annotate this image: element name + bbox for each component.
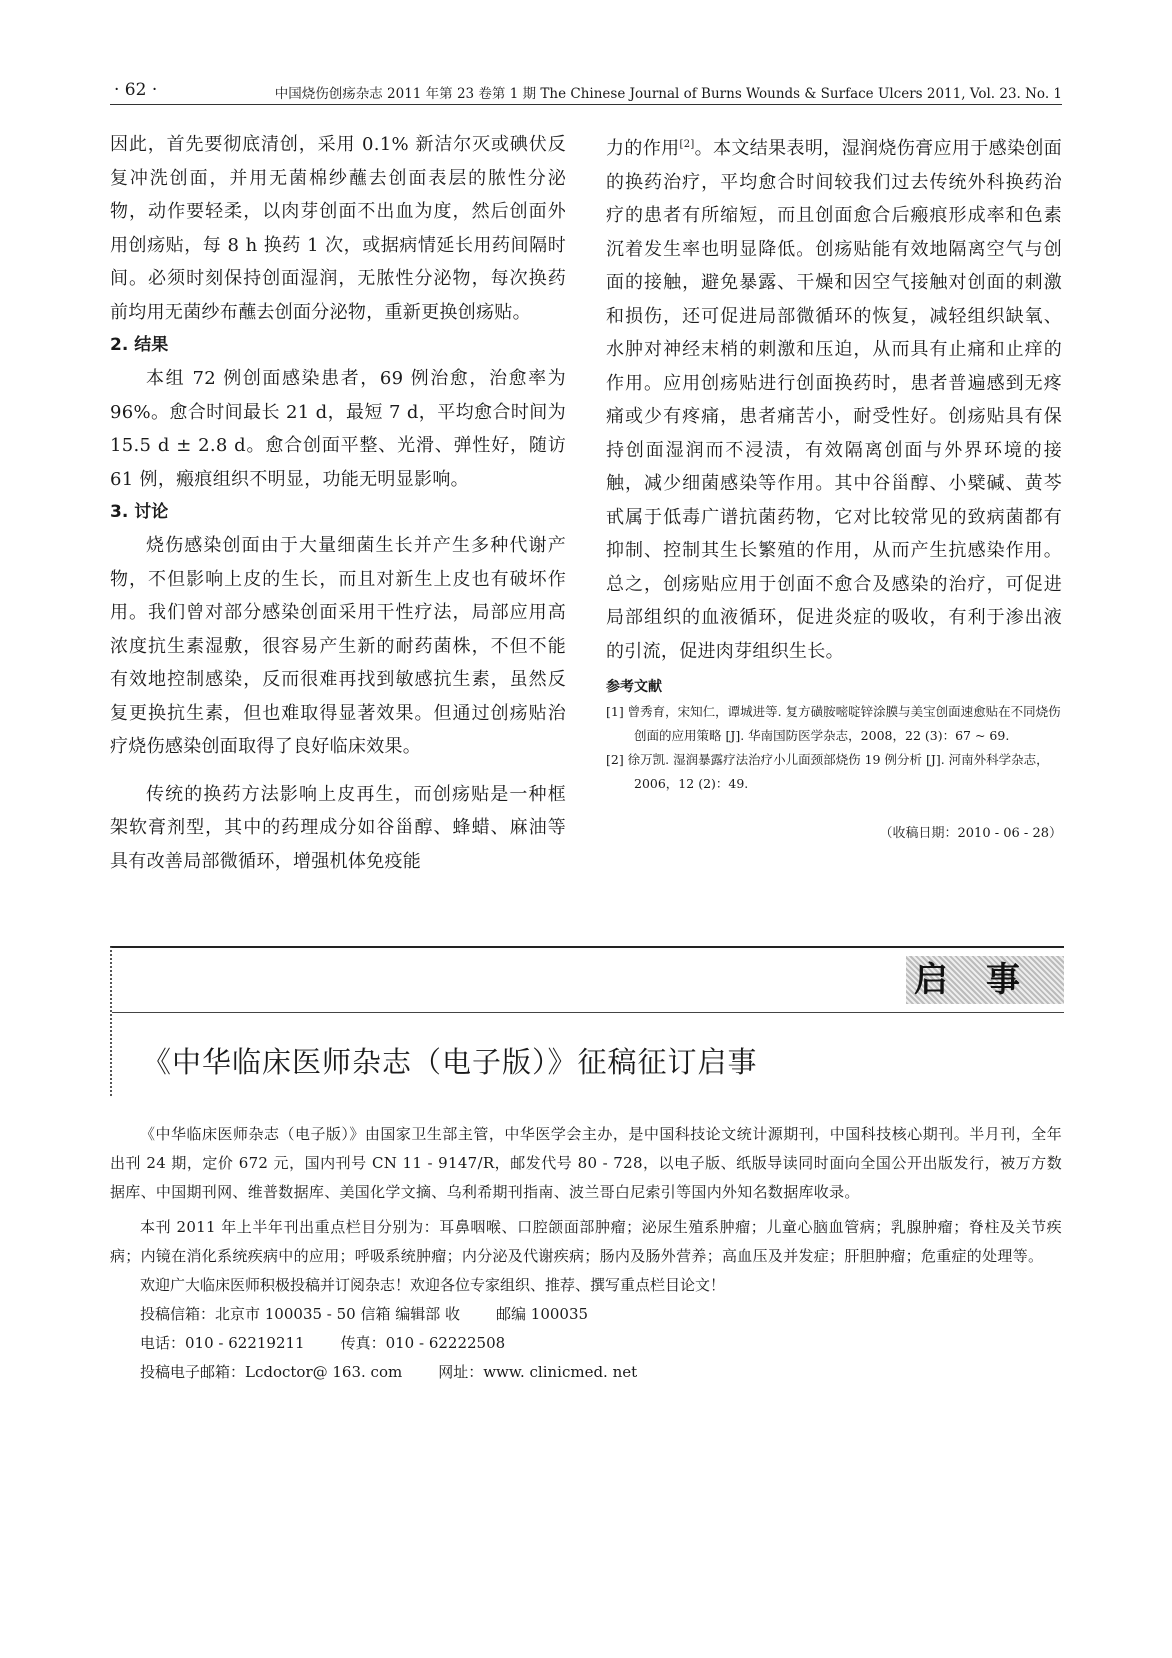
website: 网址：www. clinicmed. net	[438, 1363, 638, 1381]
reference-item: [1] 曾秀育，宋知仁，谭城进等. 复方磺胺嘧啶锌涂膜与美宝创面速愈贴在不同烧伤创面的应用策略 [J]. 华南国防医学杂志，2008，22 (3)：67 ~ 69.	[606, 704, 1061, 743]
notice-body	[110, 1120, 1062, 1387]
phone: 电话：010 - 62219211	[140, 1334, 305, 1352]
notice-tag: 启事	[906, 956, 1064, 1004]
right-column	[606, 128, 1062, 841]
notice-paragraph: 本刊 2011 年上半年刊出重点栏目分别为：耳鼻咽喉、口腔颌面部肿瘤；泌尿生殖系肿瘤；儿童心脑血管病；乳腺肿瘤；脊柱及关节疾病；内镜在消化系统疾病中的应用；呼吸系统肿瘤；内分泌及代谢疾病；肠内及肠外营养；高血压及并发症；肝胆肿瘤；危重症的处理等。	[110, 1218, 1062, 1265]
paragraph-text: 。本文结果表明，湿润烧伤膏应用于感染创面的换药治疗，平均愈合时间较我们过去传统外科换药治疗的患者有所缩短，而且创面愈合后瘢痕形成率和色素沉着发生率也明显降低。创疡贴能有效地隔离空气与创面的接触，避免暴露、干燥和因空气接触对创面的刺激和损伤，还可促进局部微循环的恢复，减轻组织缺氧、水肿对神经末梢的刺激和压迫，从而具有止痛和止痒的作用。应用创疡贴进行创面换药时，患者普遍感到无疼痛或少有疼痛，患者痛苦小，耐受性好。创疡贴具有保持创面湿润而不浸渍，有效隔离创面与外界环境的接触，减少细菌感染等作用。其中谷甾醇、小檗碱、黄芩甙属于低毒广谱抗菌药物，它对比较常见的致病菌都有抑制、控制其生长繁殖的作用，从而产生抗感染作用。总之，创疡贴应用于创面不愈合及感染的治疗，可促进局部组织的血液循环，促进炎症的吸收，有利于渗出液的引流，促进肉芽组织生长。	[606, 138, 1063, 662]
body-paragraph: 烧伤感染创面由于大量细菌生长并产生多种代谢产物，不但影响上皮的生长，而且对新生上皮也有破坏作用。我们曾对部分感染创面采用干性疗法，局部应用高浓度抗生素湿敷，很容易产生新的耐药菌株，不但不能有效地控制感染，反而很难再找到敏感抗生素，虽然反复更换抗生素，但也难取得显著效果。但通过创疡贴治疗烧伤感染创面取得了良好临床效果。	[110, 535, 566, 757]
body-paragraph	[606, 128, 1062, 668]
divider	[112, 1012, 1064, 1013]
notice-title: 《中华临床医师杂志（电子版）》征稿征订启事	[142, 1045, 758, 1079]
notice-welcome: 欢迎广大临床医师积极投稿并订阅杂志！欢迎各位专家组织、推荐、撰写重点栏目论文！	[140, 1276, 726, 1294]
citation-marker: [2]	[679, 139, 695, 150]
references-heading: 参考文献	[606, 679, 662, 695]
body-paragraph: 因此，首先要彻底清创，采用 0.1% 新洁尔灭或碘伏反复冲洗创面，并用无菌棉纱蘸去创面表层的脓性分泌物，动作要轻柔，以肉芽创面不出血为度，然后创面外用创疡贴，每 8 h 换药 1 次，或据病情延长用药间隔时间。必须时刻保持创面湿润，无脓性分泌物，每次换药前均用无菌纱布蘸去创面分泌物，重新更换创疡贴。	[110, 134, 566, 323]
postcode: 邮编 100035	[496, 1305, 589, 1323]
fax: 传真：010 - 62222508	[340, 1334, 506, 1352]
contact-line	[110, 1358, 1062, 1387]
section-heading-discussion: 3. 讨论	[110, 502, 169, 522]
running-head-title: 中国烧伤创疡杂志 2011 年第 23 卷第 1 期 The Chinese Journal of Burns Wounds & Surface Ulcers 2011, Vol. 23. No. 1	[274, 86, 1062, 102]
mail-address: 投稿信箱：北京市 100035 - 50 信箱 编辑部 收	[140, 1305, 461, 1323]
contact-line	[110, 1329, 1062, 1358]
notice-paragraph: 《中华临床医师杂志（电子版）》由国家卫生部主管，中华医学会主办，是中国科技论文统计源期刊，中国科技核心期刊。半月刊，全年出刊 24 期，定价 672 元，国内刊号 CN 11 - 9147/R，邮发代号 80 - 728，以电子版、纸版导读同时面向全国公开出版发行，被万方数据库、中国期刊网、维普数据库、美国化学文摘、乌利希期刊指南、波兰哥白尼索引等国内外知名数据库收录。	[110, 1125, 1062, 1201]
received-date: （收稿日期：2010 - 06 - 28）	[879, 826, 1062, 841]
section-heading-results: 2. 结果	[110, 335, 169, 355]
running-header	[110, 78, 1062, 105]
page-number: · 62 ·	[114, 80, 158, 100]
left-column	[110, 128, 566, 878]
paragraph-text: 力的作用	[606, 138, 680, 159]
reference-item: [2] 徐万凯. 湿润暴露疗法治疗小儿面颈部烧伤 19 例分析 [J]. 河南外科学杂志，2006，12 (2)：49.	[606, 752, 1049, 791]
body-paragraph: 本组 72 例创面感染患者，69 例治愈，治愈率为 96%。愈合时间最长 21 d，最短 7 d，平均愈合时间为 15.5 d ± 2.8 d。愈合创面平整、光滑、弹性好，随访 61 例，瘢痕组织不明显，功能无明显影响。	[110, 368, 566, 490]
contact-line	[110, 1300, 1062, 1329]
body-paragraph: 传统的换药方法影响上皮再生，而创疡贴是一种框架软膏剂型，其中的药理成分如谷甾醇、蜂蜡、麻油等具有改善局部微循环，增强机体免疫能	[110, 783, 566, 872]
email: 投稿电子邮箱：Lcdoctor@ 163. com	[140, 1363, 403, 1381]
notice-banner	[110, 946, 1064, 1096]
